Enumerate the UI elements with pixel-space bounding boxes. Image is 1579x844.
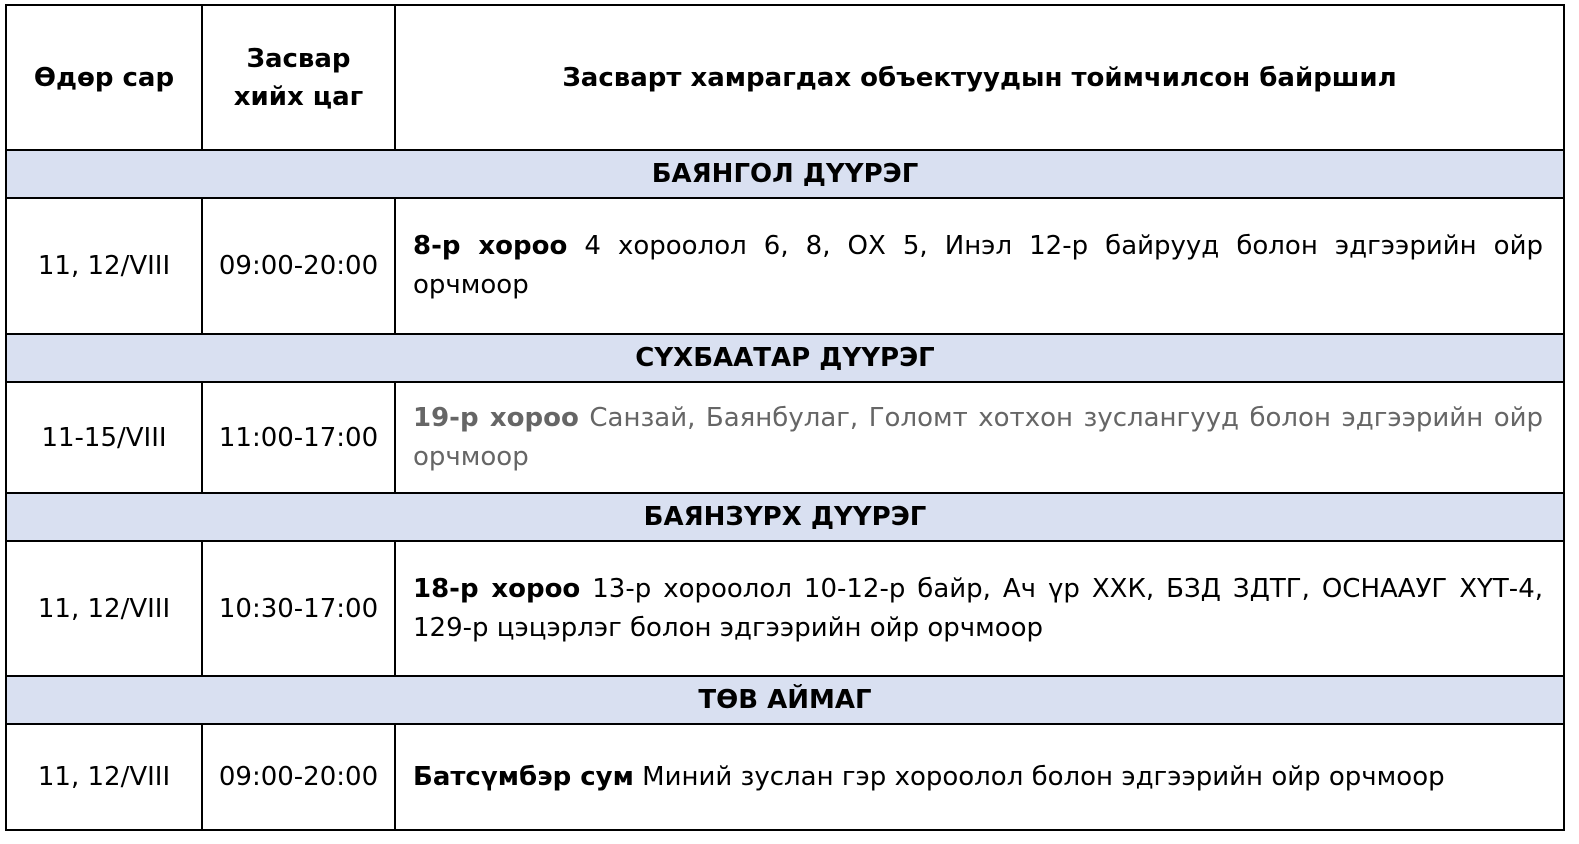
district-name: БАЯНЗҮРХ ДҮҮРЭГ: [6, 493, 1564, 541]
date-cell: 11, 12/VIII: [6, 198, 202, 334]
date-cell: 11-15/VIII: [6, 382, 202, 493]
district-row: [6, 334, 1564, 382]
location-cell: [395, 724, 1564, 830]
khoroo-label: 8-р хороо: [413, 231, 568, 261]
district-name: БАЯНГОЛ ДҮҮРЭГ: [6, 150, 1564, 198]
header-time: [202, 5, 395, 150]
khoroo-label: Батсүмбэр сум: [413, 761, 634, 792]
time-cell: 09:00-20:00: [202, 198, 395, 334]
time-cell: 10:30-17:00: [202, 541, 395, 676]
date-cell: 11, 12/VIII: [6, 541, 202, 676]
header-time-line1: Засвар: [246, 43, 351, 74]
district-row: [6, 493, 1564, 541]
header-time-line2: хийх цаг: [233, 81, 364, 112]
location-cell: [395, 382, 1564, 493]
table-row: [6, 724, 1564, 830]
header-location: Засварт хамрагдах объектуудын тоймчилсон байршил: [395, 5, 1564, 150]
repair-schedule-table: [5, 4, 1565, 831]
location-text: 4 хороолол 6, 8, ОХ 5, Инэл 12-р байрууд болон эдгээрийн ойр орчмоор: [413, 231, 1543, 300]
location-text: Миний зуслан гэр хороолол болон эдгээрийн ойр орчмоор: [642, 761, 1445, 792]
table-header-row: [6, 5, 1564, 150]
table-row: [6, 541, 1564, 676]
khoroo-label: 18-р хороо: [413, 573, 581, 604]
time-cell: 09:00-20:00: [202, 724, 395, 830]
table-row: [6, 198, 1564, 334]
district-name: СҮХБААТАР ДҮҮРЭГ: [6, 334, 1564, 382]
location-cell: [395, 541, 1564, 676]
district-row: [6, 150, 1564, 198]
khoroo-label: 19-р хороо: [413, 402, 579, 433]
header-date: Өдөр сар: [6, 5, 202, 150]
table-row: [6, 382, 1564, 493]
location-cell: [395, 198, 1564, 334]
district-row: [6, 676, 1564, 724]
location-text: 13-р хороолол 10-12-р байр, Ач үр ХХК, БЗД ЗДТГ, ОСНААУГ ХҮТ-4, 129-р цэцэрлэг болон эдгээрийн ойр орчмоор: [413, 573, 1544, 643]
date-cell: 11, 12/VIII: [6, 724, 202, 830]
district-name: ТӨВ АЙМАГ: [6, 676, 1564, 724]
location-text: Санзай, Баянбулаг, Голомт хотхон зуслангууд болон эдгээрийн ойр орчмоор: [413, 402, 1544, 472]
time-cell: 11:00-17:00: [202, 382, 395, 493]
